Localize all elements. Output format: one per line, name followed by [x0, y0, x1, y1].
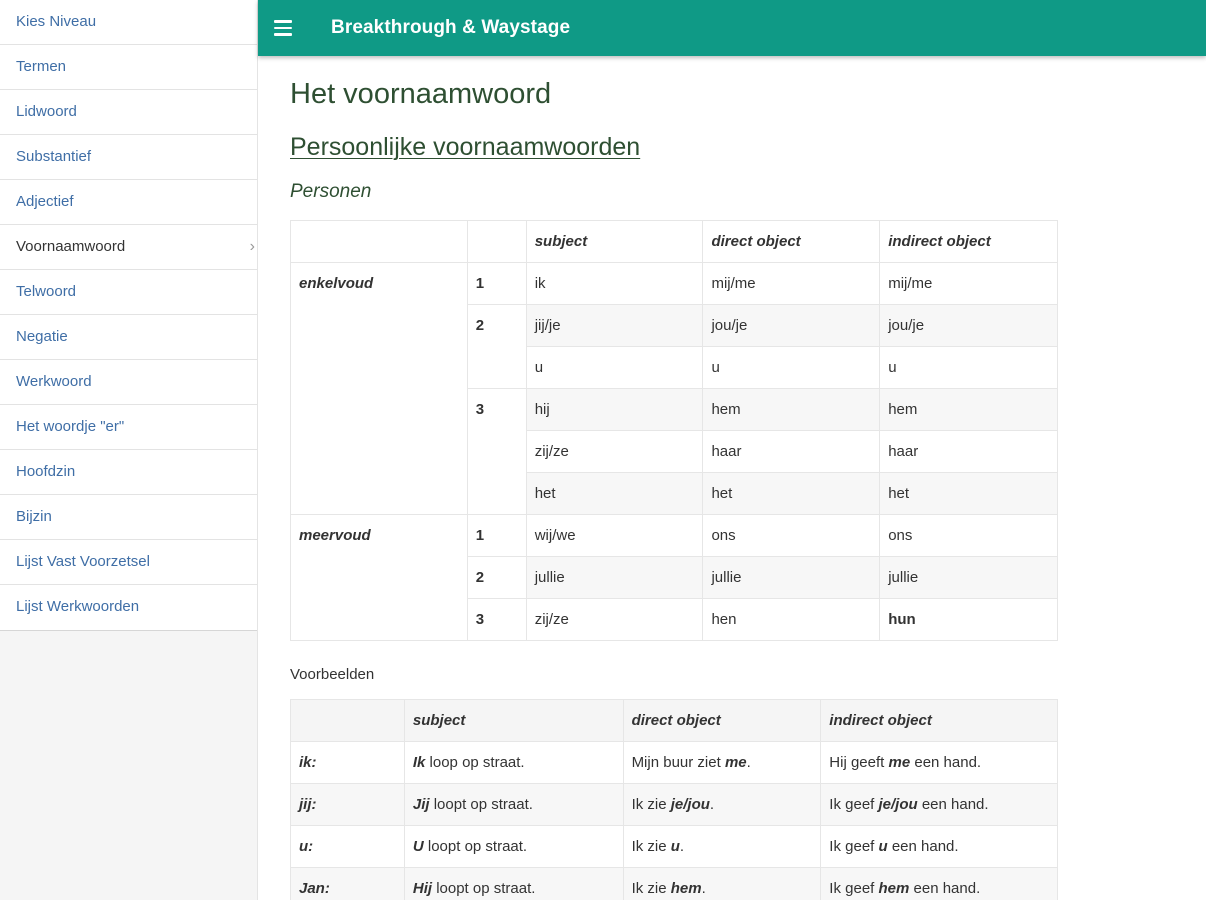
table-cell: hen [703, 599, 880, 641]
example-subject: Ik loop op straat. [404, 742, 623, 784]
table-cell: haar [880, 431, 1058, 473]
example-pronoun: jij: [291, 784, 405, 826]
sidebar-item-het-woordje-er[interactable]: Het woordje "er" [0, 405, 257, 450]
person-number: 2 [467, 557, 526, 599]
table-cell: u [526, 347, 703, 389]
table-cell: mij/me [703, 263, 880, 305]
example-direct-object: Ik zie je/jou. [623, 784, 821, 826]
table-row [291, 263, 1058, 305]
table-cell: hem [880, 389, 1058, 431]
table-cell: mij/me [880, 263, 1058, 305]
person-number: 2 [467, 305, 526, 389]
table-cell: hem [703, 389, 880, 431]
table-cell: ons [880, 515, 1058, 557]
example-indirect-object: Ik geef hem een hand. [821, 868, 1058, 900]
example-indirect-object: Ik geef u een hand. [821, 826, 1058, 868]
table-cell: ik [526, 263, 703, 305]
main-content [258, 56, 1206, 900]
sidebar-item-lidwoord[interactable]: Lidwoord [0, 90, 257, 135]
sidebar-item-telwoord[interactable]: Telwoord [0, 270, 257, 315]
header-cell-empty [291, 700, 405, 742]
hamburger-menu-icon[interactable] [274, 20, 292, 36]
person-number: 1 [467, 515, 526, 557]
section-title: Persoonlijke voornaamwoorden [290, 133, 641, 161]
chevron-right-icon: › [249, 238, 255, 255]
header-cell-indirect-object: indirect object [821, 700, 1058, 742]
table-cell: hij [526, 389, 703, 431]
table-row [291, 742, 1058, 784]
table-cell: u [703, 347, 880, 389]
sidebar-item-label: Voornaamwoord [16, 238, 126, 255]
example-subject: Hij loopt op straat. [404, 868, 623, 900]
page-title: Het voornaamwoord [290, 78, 552, 110]
table-cell: ons [703, 515, 880, 557]
sidebar-item-bijzin[interactable]: Bijzin [0, 495, 257, 540]
subsection-title: Personen [290, 181, 372, 202]
person-number: 1 [467, 263, 526, 305]
sidebar-item-lijst-werkwoorden[interactable]: Lijst Werkwoorden [16, 598, 140, 615]
header-cell-empty [291, 221, 468, 263]
app-title: Breakthrough & Waystage [331, 17, 571, 38]
example-pronoun: Jan: [291, 868, 405, 900]
sidebar-nav [0, 0, 258, 900]
app-bar [258, 0, 1206, 56]
sidebar-item-negatie[interactable]: Negatie [0, 315, 257, 360]
table-cell: hun [880, 599, 1058, 641]
sidebar-item-kies-niveau[interactable]: Kies Niveau [0, 0, 257, 45]
table-cell: het [880, 473, 1058, 515]
sidebar-item-werkwoord[interactable]: Werkwoord [0, 360, 257, 405]
header-cell-direct-object: direct object [703, 221, 880, 263]
table-cell: wij/we [526, 515, 703, 557]
group-label-enkelvoud: enkelvoud [291, 263, 468, 515]
header-cell-subject: subject [526, 221, 703, 263]
header-cell-indirect-object: indirect object [880, 221, 1058, 263]
header-cell-subject: subject [404, 700, 623, 742]
example-direct-object: Ik zie u. [623, 826, 821, 868]
table-cell: haar [703, 431, 880, 473]
table-row [291, 515, 1058, 557]
header-cell-direct-object: direct object [623, 700, 821, 742]
table-cell: jullie [703, 557, 880, 599]
example-subject: U loopt op straat. [404, 826, 623, 868]
table-header-row [291, 700, 1058, 742]
table-cell: jou/je [703, 305, 880, 347]
table-cell: jullie [526, 557, 703, 599]
personen-table [290, 220, 1058, 641]
sidebar-item-termen[interactable]: Termen [0, 45, 257, 90]
table-cell: zij/ze [526, 599, 703, 641]
table-header-row [291, 221, 1058, 263]
sidebar-item-lijst-vast-voorzetsel[interactable]: Lijst Vast Voorzetsel [0, 540, 257, 585]
example-indirect-object: Hij geeft me een hand. [821, 742, 1058, 784]
person-number: 3 [467, 389, 526, 515]
sidebar-item-substantief[interactable]: Substantief [0, 135, 257, 180]
table-cell: zij/ze [526, 431, 703, 473]
example-direct-object: Mijn buur ziet me. [623, 742, 821, 784]
example-subject: Jij loopt op straat. [404, 784, 623, 826]
sidebar-item-voornaamwoord[interactable] [0, 225, 257, 270]
sidebar-item-adjectief[interactable]: Adjectief [0, 180, 257, 225]
header-cell-empty [467, 221, 526, 263]
example-pronoun: ik: [291, 742, 405, 784]
table-row [291, 868, 1058, 900]
examples-table [290, 699, 1058, 900]
examples-label: Voorbeelden [290, 666, 375, 683]
person-number: 3 [467, 599, 526, 641]
table-cell: het [526, 473, 703, 515]
table-row [291, 826, 1058, 868]
table-cell: het [703, 473, 880, 515]
table-row [291, 784, 1058, 826]
sidebar-list [0, 0, 257, 631]
table-cell: jullie [880, 557, 1058, 599]
example-direct-object: Ik zie hem. [623, 868, 821, 900]
table-cell: u [880, 347, 1058, 389]
group-label-meervoud: meervoud [291, 515, 468, 641]
sidebar-item-hoofdzin[interactable]: Hoofdzin [0, 450, 257, 495]
table-cell: jij/je [526, 305, 703, 347]
table-cell: jou/je [880, 305, 1058, 347]
example-pronoun: u: [291, 826, 405, 868]
example-indirect-object: Ik geef je/jou een hand. [821, 784, 1058, 826]
